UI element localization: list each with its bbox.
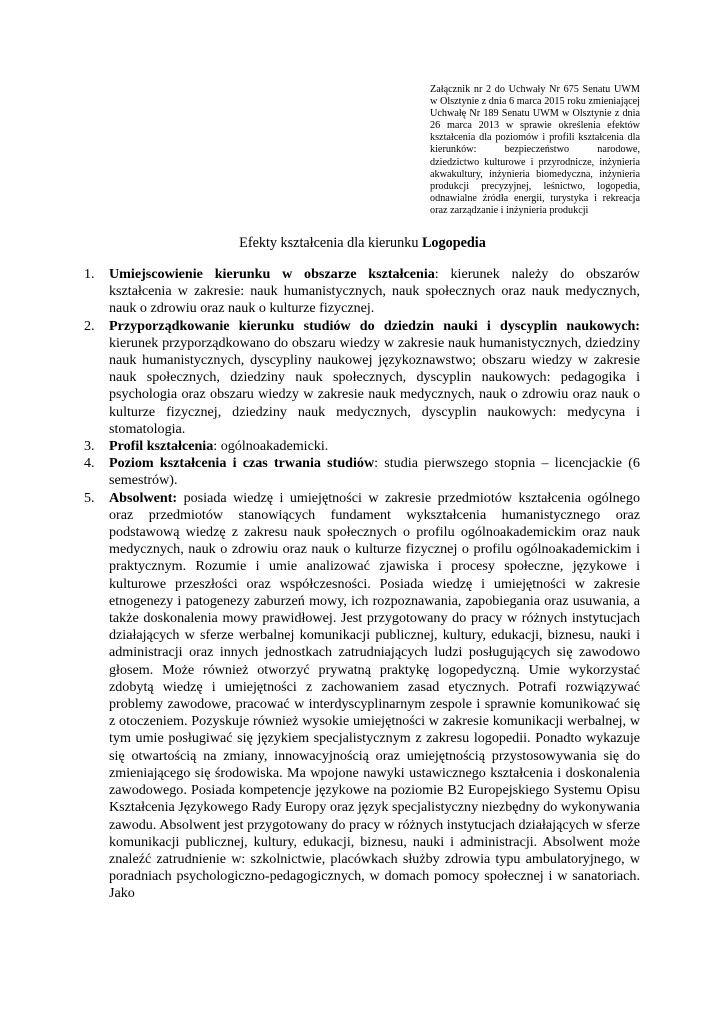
list-item-heading: Profil kształcenia [109, 438, 214, 455]
list-item-heading: Umiejscowienie kierunku w obszarze kształcenia [109, 266, 435, 282]
list-item-text: posiada wiedzę i umiejętności w zakresie przedmiotów kształcenia ogólnego oraz przedmiotów stanowiących fundament wykształcenia humanistycznego oraz podstawową wiedzę z zakresu nauk społecznych o profilu ogólnoakademickim oraz nauk medycznych, nauk o zdrowiu oraz nauk o kulturze fizycznej o profilu ogólnoakademickim i praktycznym. Rozumie i umie analizować zjawiska i procesy społeczne, językowe i kulturowe przeszłości oraz współczesności. Posiada wiedzę i umiejętności w zakresie etnogenezy i patogenezy zaburzeń mowy, ich rozpoznawania, zapobiegania oraz usuwania, a także doskonalenia mowy prawidłowej. Jest przygotowany do pracy w różnych instytucjach działających w sferze werbalnej komunikacji publicznej, kultury, edukacji, biznesu, nauki i administracji oraz innych jednostkach zatrudniających ludzi posługujących się zawodowo głosem. Może również otworzyć prywatną praktykę logopedyczną. Umie wykorzystać zdobytą wiedzę i umiejętności z zachowaniem zasad etycznych. Potrafi rozwiązywać problemy zawodowe, pracować w interdyscyplinarnym zespole i sprawnie komunikować się z otoczeniem. Pozyskuje również wysokie umiejętności w zakresie komunikacji werbalnej, w tym umie posługiwać się językiem specjalistycznym z zakresu logopedii. Ponadto wykazuje się otwartością na zmiany, innowacyjnością oraz umiejętnością przystosowywania się do zmieniającego się środowiska. Ma wpojone nawyki ustawicznego kształcenia i doskonalenia zawodowego. Posiada kompetencje językowe na poziomie B2 Europejskiego Systemu Opisu Kształcenia Językowego Rady Europy oraz język specjalistyczny niezbędny do wykonywania zawodu. Absolwent jest przygotowany do pracy w różnych instytucjach działających w sferze komunikacji publicznej, kultury, edukacji, biznesu, nauki i administracji. Absolwent może znaleźć zatrudnienie w: szkolnictwie, placówkach służby zdrowia typu ambulatoryjnego, w poradniach psychologiczno-pedagogicznych, w domach pomocy społecznej i w sanatoriach. Jako [109, 489, 640, 902]
list-item [84, 490, 640, 903]
list-item-number: 4. [84, 455, 95, 472]
list-item-heading: Przyporządkowanie kierunku studiów do dziedzin nauki i dyscyplin naukowych: [109, 317, 640, 334]
list-item [84, 318, 640, 438]
list-item [84, 438, 640, 455]
list-item-text: : studia pierwszego stopnia – licencjackie (6 semestrów). [109, 455, 640, 489]
document-title [0, 234, 725, 252]
list-item-number: 5. [84, 489, 95, 506]
list-item-text: : kierunek należy do obszarów kształcenia w zakresie: nauk humanistycznych, nauk społecznych oraz nauk medycznych, nauk o zdrowiu oraz nauk o kulturze fizycznej. [109, 266, 640, 317]
list-item-number: 3. [84, 438, 95, 455]
list-item-text: kierunek przyporządkowano do obszaru wiedzy w zakresie nauk humanistycznych, dziedziny nauk humanistycznych, dyscypliny naukowej językoznawstwo; obszaru wiedzy w zakresie nauk społecznych, dziedziny nauk społecznych, dyscyplin naukowych: pedagogika i psychologia oraz obszaru wiedzy w zakresie nauk medycznych, nauk o zdrowiu oraz nauk o kulturze fizycznej, dziedziny nauk medycznych, dyscyplin naukowych: medycyna i stomatologia. [109, 334, 640, 437]
list-item [84, 266, 640, 318]
list-item-heading: Absolwent: [109, 489, 178, 506]
annex-note: Załącznik nr 2 do Uchwały Nr 675 Senatu UWM w Olsztynie z dnia 6 marca 2015 roku zmieniającej Uchwałę Nr 189 Senatu UWM w Olsztynie z dnia 26 marca 2013 w sprawie określenia efektów kształcenia dla poziomów i profili kształcenia dla kierunków: bezpieczeństwo narodowe, dziedzictwo kulturowe i przyrodnicze, inżynieria akwakultury, inżynieria biomedyczna, inżynieria produkcji precyzyjnej, leśnictwo, logopedia, odnawialne źródła energii, turystyka i rekreacja oraz zarządzanie i inżynieria produkcji [430, 84, 640, 216]
list-item-number: 2. [84, 317, 95, 334]
document-title-prefix: Efekty kształcenia dla kierunku [239, 235, 422, 251]
list-item-number: 1. [84, 266, 95, 282]
list-item-text: : ogólnoakademicki. [213, 438, 329, 455]
document-title-field: Logopedia [421, 235, 486, 251]
requirements-list [84, 266, 640, 903]
list-item [84, 455, 640, 489]
list-item-heading: Poziom kształcenia i czas trwania studiów [109, 455, 375, 472]
